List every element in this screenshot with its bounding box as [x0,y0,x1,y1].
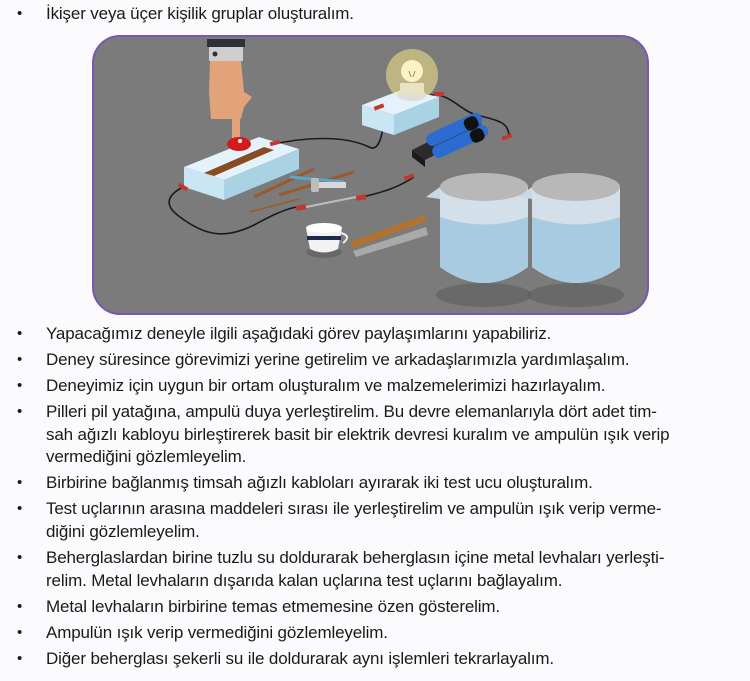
bullet-icon: • [17,649,23,667]
step-text: Birbirine bağlanmış timsah ağızlı kabloları ayırarak iki test ucu oluşturalım. [46,473,593,493]
bullet-icon: • [17,474,23,492]
bullet-icon: • [17,597,23,615]
intro-list [0,3,750,26]
experiment-illustration [92,35,649,315]
step-text: Deney süresince görevimizi yerine getirelim ve arkadaşlarımızla yardımlaşalım. [46,350,630,370]
beaker-2 [518,173,624,307]
step-text-line: sah ağızlı kabloyu birleştirerek basit bir elektrik devresi kuralım ve ampulün ışık verip [46,424,670,444]
bullet-icon: • [17,351,23,369]
step-text: Deneyimiz için uygun bir ortam oluşturalım ve malzemelerimizi hazırlayalım. [46,376,606,396]
hand-icon [207,39,252,143]
bullet-icon: • [17,500,23,518]
bullet-icon: • [17,377,23,395]
bullet-icon: • [17,623,23,641]
bullet-icon: • [17,5,23,22]
step-text-line: Pilleri pil yatağına, ampulü duya yerleştirelim. Bu devre elemanlarıyla dört adet tim- [46,402,657,422]
step-text-line: relim. Metal levhaların dışarıda kalan uçlarına test uçlarını bağlayalım. [46,570,563,590]
step-item [0,472,750,495]
step-item [0,547,750,592]
step-item [0,622,750,645]
step-item [0,375,750,398]
step-text-line: vermediğini gözlemleyelim. [46,447,247,467]
step-item [0,349,750,372]
intro-item [0,3,750,26]
step-item [0,648,750,671]
step-text-line: diğini gözlemleyelim. [46,521,200,541]
step-item [0,323,750,346]
step-item [0,498,750,543]
bullet-icon: • [17,325,23,342]
steps-list [0,323,750,674]
bullet-icon: • [17,403,23,421]
step-item [0,596,750,619]
step-text-line: Beherglaslardan birine tuzlu su doldurarak beherglasın içine metal levhaları yerleşti- [46,548,665,568]
ceramic-cup [306,223,347,258]
light-bulb-holder [362,49,439,135]
step-text: Ampulün ışık verip vermediğini gözlemleyelim. [46,622,388,642]
step-text: Yapacağımız deneyle ilgili aşağıdaki görev paylaşımlarını yapabiliriz. [46,324,552,343]
beaker-1 [426,173,532,307]
metal-strips [350,215,428,257]
step-text: Metal levhaların birbirine temas etmemesine özen gösterelim. [46,596,500,616]
intro-item-text: İkişer veya üçer kişilik gruplar oluşturalım. [46,4,354,23]
switch-block [184,137,299,200]
step-text: Diğer beherglası şekerli su ile doldurarak aynı işlemleri tekrarlayalım. [46,648,554,668]
step-text-line: Test uçlarının arasına maddeleri sırası ile yerleştirelim ve ampulün ışık verip verme- [46,499,662,519]
test-leads [306,197,356,207]
step-item [0,401,750,469]
bullet-icon: • [17,549,23,567]
